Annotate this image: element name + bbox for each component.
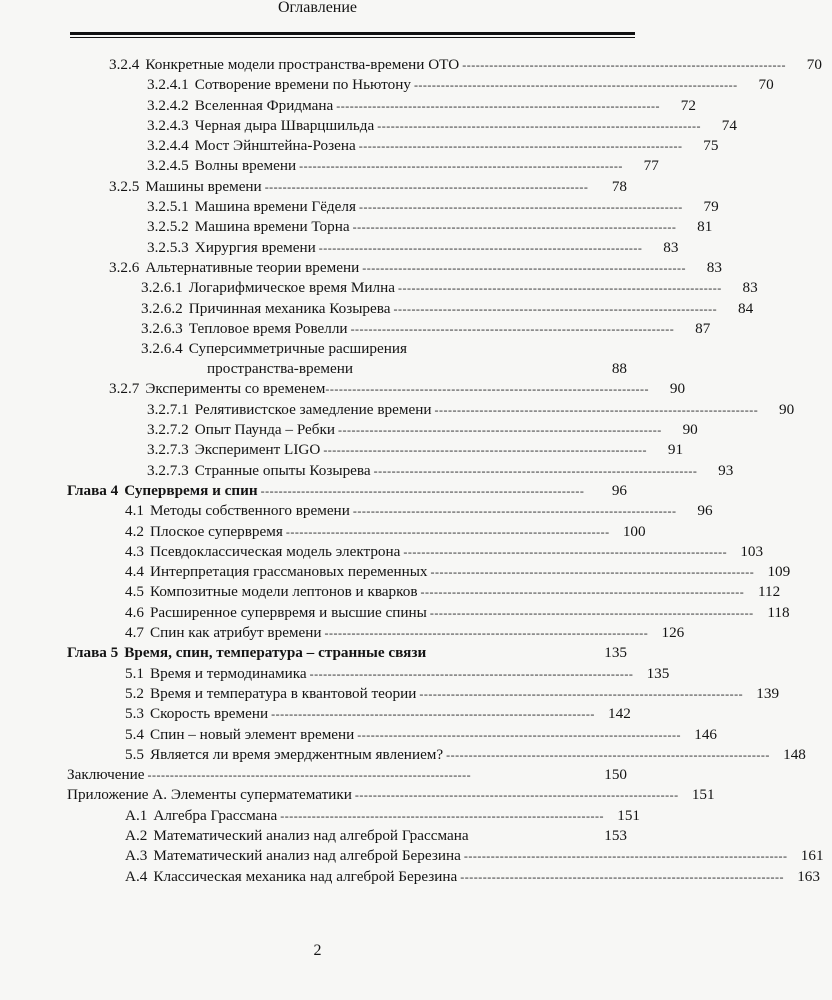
toc-entry <box>0 177 635 197</box>
toc-entry-title: Эксперименты со временем <box>145 380 326 398</box>
toc-entry-number: Глава 4 <box>67 481 119 499</box>
toc-entry-number: 4.5 <box>125 583 144 601</box>
toc-entry <box>0 197 719 217</box>
toc-entry-number: 4.4 <box>125 563 144 581</box>
toc-leader: ------------------------------------------------------------------------ <box>377 118 701 133</box>
toc-entry-page: 126 <box>661 624 685 642</box>
toc-entry-page: 135 <box>604 644 627 662</box>
toc-leader: ------------------------------------------------------------------------ <box>352 504 677 519</box>
toc-entry-number: 3.2.7 <box>109 380 140 398</box>
toc-entry-page: 93 <box>718 461 734 479</box>
toc-entry <box>0 846 824 866</box>
toc-entry-title: Скорость времени <box>149 705 269 723</box>
toc-entry-title: Плоское супервремя <box>149 522 283 540</box>
toc-chapter-entry <box>0 481 635 501</box>
toc-entry <box>0 501 713 521</box>
toc-entry-number: 3.2.6.2 <box>141 299 183 317</box>
toc-entry-page: 139 <box>756 684 780 702</box>
toc-entry-page: 74 <box>721 116 737 134</box>
toc-entry-page: 112 <box>758 583 781 601</box>
toc-entry-number: 3.2.4.2 <box>147 96 189 114</box>
toc-leader: ------------------------------------------------------------------------ <box>358 200 683 215</box>
toc-leader: ------------------------------------------------------------------------ <box>362 260 686 275</box>
toc-entry-title: Время и температура в квантовой теории <box>149 684 417 702</box>
toc-entry-page: 161 <box>800 847 824 865</box>
toc-entry <box>0 379 686 399</box>
toc-entry-page: 151 <box>691 786 715 804</box>
toc-entry-page: 91 <box>667 441 684 459</box>
toc-leader: ------------------------------------------------------------------------ <box>373 463 698 478</box>
toc-entry <box>0 664 670 684</box>
toc-entry-number: А.4 <box>125 867 148 885</box>
toc-entry-page: 70 <box>806 56 822 73</box>
toc-entry-title: Мост Эйнштейна-Розена <box>194 137 356 155</box>
toc-entry <box>0 785 715 805</box>
toc-leader: ------------------------------------------------------------------------ <box>420 585 745 600</box>
toc-leader: ------------------------------------------------------------------------ <box>419 686 744 701</box>
toc-entry-page: 81 <box>697 218 713 236</box>
table-of-contents <box>0 55 824 887</box>
toc-entry-page: 83 <box>706 258 722 276</box>
toc-entry-page: 150 <box>604 766 627 784</box>
toc-entry-number: 4.1 <box>125 502 144 520</box>
toc-leader: ------------------------------------------------------------------------ <box>338 423 662 438</box>
toc-leader: ------------------------------------------------------------------------ <box>393 301 718 316</box>
toc-entry-page: 118 <box>767 603 790 621</box>
toc-entry-number: 5.3 <box>125 705 144 723</box>
toc-entry-title: Является ли время эмерджентным явлением? <box>149 745 444 763</box>
toc-entry-number: 5.4 <box>125 725 144 743</box>
toc-entry-number: 3.2.5 <box>109 177 140 195</box>
toc-entry <box>0 461 734 481</box>
toc-entry <box>0 400 795 420</box>
page-number: 2 <box>313 942 322 959</box>
toc-entry <box>0 217 713 237</box>
toc-entry-number: 3.2.7.3 <box>147 461 189 479</box>
toc-entry <box>0 867 820 887</box>
toc-entry-title: Спин как атрибут времени <box>149 624 322 642</box>
toc-entry-title: Спин – новый элемент времени <box>149 725 355 743</box>
running-header: Оглавление <box>277 0 358 16</box>
toc-entry-page: 79 <box>703 198 719 216</box>
toc-entry <box>0 542 764 562</box>
toc-entry-number: 3.2.4.5 <box>147 157 189 175</box>
toc-entry <box>0 623 685 643</box>
toc-entry-page: 153 <box>604 826 627 844</box>
toc-entry-title: Псевдоклассическая модель электрона <box>149 542 401 560</box>
toc-entry-page: 87 <box>695 319 711 337</box>
toc-leader: ------------------------------------------------------------------------ <box>309 666 634 681</box>
toc-entry-title: Машины времени <box>145 177 262 195</box>
toc-entry-page: 70 <box>758 76 774 94</box>
toc-leader: ------------------------------------------------------------------------ <box>397 281 722 296</box>
toc-entry-title: Расширенное супервремя и высшие спины <box>149 603 427 621</box>
header-rule-thin <box>70 37 635 38</box>
toc-entry <box>0 116 737 136</box>
toc-leader: ------------------------------------------------------------------------ <box>463 849 788 864</box>
toc-entry <box>0 440 684 460</box>
toc-entry-page: 83 <box>663 238 679 256</box>
toc-leader: ------------------------------------------------------------------------ <box>325 382 650 397</box>
toc-entry-title: Хирургия времени <box>194 238 316 256</box>
toc-entry-number: А.1 <box>125 806 148 824</box>
toc-entry-number: 3.2.7.2 <box>147 421 189 439</box>
toc-entry-title: Черная дыра Шварцшильда <box>194 116 375 134</box>
toc-entry-number: 4.6 <box>125 603 144 621</box>
toc-leader: ------------------------------------------------------------------------ <box>336 98 660 113</box>
toc-entry-number: 3.2.4.3 <box>147 116 189 134</box>
toc-entry <box>0 745 806 765</box>
toc-entry-page: 90 <box>669 380 686 398</box>
toc-entry-page: 142 <box>608 705 631 723</box>
header-rule-thick <box>70 32 635 35</box>
toc-entry-title: Сотворение времени по Ньютону <box>194 76 411 94</box>
toc-entry-page: 72 <box>680 96 696 114</box>
toc-entry-number: 3.2.5.3 <box>147 238 189 256</box>
toc-leader: ------------------------------------------------------------------------ <box>280 808 605 823</box>
toc-entry <box>0 562 791 582</box>
toc-entry-page: 90 <box>779 400 795 418</box>
toc-entry-title: Альтернативные теории времени <box>145 258 360 276</box>
toc-entry-page: 100 <box>622 522 646 540</box>
toc-entry-page: 90 <box>682 421 698 439</box>
toc-leader: ------------------------------------------------------------------------ <box>271 707 595 722</box>
toc-entry-number: 5.2 <box>125 684 144 702</box>
toc-leader: ------------------------------------------------------------------------ <box>460 869 784 884</box>
toc-entry-number: 3.2.7.1 <box>147 400 189 418</box>
toc-entry-page: 77 <box>643 157 659 175</box>
toc-entry <box>0 55 822 75</box>
toc-entry <box>0 96 696 116</box>
toc-entry-number: 5.5 <box>125 745 144 763</box>
toc-entry <box>0 603 790 623</box>
toc-entry-title: Эксперимент LIGO <box>194 441 321 459</box>
toc-entry-title: Заключение <box>67 766 145 784</box>
toc-entry-title: Математический анализ над алгеброй Березина <box>153 847 461 865</box>
toc-entry <box>0 319 711 339</box>
toc-entry-number: 3.2.4 <box>109 56 140 73</box>
toc-entry-number: 4.3 <box>125 542 144 560</box>
toc-entry-number: 3.2.6.4 <box>141 340 183 358</box>
toc-leader: ------------------------------------------------------------------------ <box>462 58 786 72</box>
toc-entry-number: 3.2.6.3 <box>141 319 183 337</box>
toc-entry-number: А.2 <box>125 826 148 844</box>
toc-entry-page: 96 <box>611 481 627 499</box>
toc-entry-title: Приложение А. Элементы суперматематики <box>67 786 352 804</box>
toc-leader: ------------------------------------------------------------------------ <box>430 565 755 580</box>
toc-leader: ------------------------------------------------------------------------ <box>357 727 682 742</box>
toc-entry-page: 75 <box>703 137 719 155</box>
toc-entry-title: Конкретные модели пространства-времени ОТО <box>145 56 460 73</box>
toc-entry <box>0 420 698 440</box>
toc-entry-title: Вселенная Фридмана <box>194 96 334 114</box>
toc-entry <box>0 339 635 359</box>
toc-entry-number: 3.2.5.1 <box>147 198 189 216</box>
toc-entry-title: Машина времени Торна <box>194 218 350 236</box>
toc-entry-title: Релятивистское замедление времени <box>194 400 432 418</box>
toc-leader: ------------------------------------------------------------------------ <box>434 402 759 417</box>
toc-entry-page: 103 <box>740 542 764 560</box>
toc-leader: ------------------------------------------------------------------------ <box>318 240 643 255</box>
toc-entry-page: 163 <box>797 867 820 885</box>
toc-entry-number: Глава 5 <box>67 644 119 662</box>
toc-entry-title: Композитные модели лептонов и кварков <box>149 583 418 601</box>
toc-entry-title: Суперсимметричные расширения <box>188 340 407 358</box>
toc-leader: ------------------------------------------------------------------------ <box>446 747 770 762</box>
toc-entry <box>0 156 659 176</box>
toc-leader: ------------------------------------------------------------------------ <box>299 159 623 174</box>
toc-entry-title: Время и термодинамика <box>149 664 307 682</box>
toc-entry-title: Машина времени Гёделя <box>194 198 356 216</box>
toc-entry-title: Супервремя и спин <box>124 481 258 499</box>
toc-entry <box>0 238 679 258</box>
toc-entry-number: 3.2.7.3 <box>147 441 189 459</box>
toc-entry <box>0 725 718 745</box>
toc-entry-page: 83 <box>742 279 758 297</box>
toc-entry <box>0 258 722 278</box>
toc-entry-page: 148 <box>783 745 806 763</box>
toc-leader: ------------------------------------------------------------------------ <box>403 544 728 559</box>
toc-entry <box>0 684 780 704</box>
toc-entry-title: пространства-времени <box>207 360 353 378</box>
toc-entry <box>0 75 774 95</box>
toc-leader: ------------------------------------------------------------------------ <box>324 626 649 641</box>
toc-entry-number: 3.2.4.1 <box>147 76 189 94</box>
toc-entry-title: Опыт Паунда – Ребки <box>194 421 336 439</box>
toc-entry <box>0 299 754 319</box>
toc-entry-page: 96 <box>697 502 713 520</box>
toc-leader: ------------------------------------------------------------------------ <box>350 321 675 336</box>
toc-leader: ------------------------------------------------------------------------ <box>264 179 589 194</box>
toc-entry-title: Причинная механика Козырева <box>188 299 391 317</box>
toc-entry-page: 146 <box>694 725 718 743</box>
toc-entry-title: Математический анализ над алгеброй Грассмана <box>153 826 469 844</box>
toc-entry-number: 4.7 <box>125 624 144 642</box>
toc-entry <box>0 278 758 298</box>
toc-entry-title: Логарифмическое время Милна <box>188 279 395 297</box>
toc-entry-title: Алгебра Грассмана <box>153 806 278 824</box>
toc-entry-title: Тепловое время Ровелли <box>188 319 348 337</box>
toc-entry-number: 4.2 <box>125 522 144 540</box>
toc-entry <box>0 582 781 602</box>
toc-leader: ------------------------------------------------------------------------ <box>260 483 585 498</box>
toc-entry-number: 3.2.6.1 <box>141 279 183 297</box>
toc-entry-page: 78 <box>611 177 627 195</box>
toc-entry-title: Классическая механика над алгеброй Березина <box>153 867 458 885</box>
toc-leader: ------------------------------------------------------------------------ <box>354 788 679 803</box>
toc-entry <box>0 765 635 785</box>
toc-entry-title: Интерпретация грассмановых переменных <box>149 563 428 581</box>
toc-leader: ------------------------------------------------------------------------ <box>352 220 677 235</box>
toc-entry-page: 151 <box>617 806 641 824</box>
toc-entry-page: 84 <box>737 299 754 317</box>
toc-entry <box>0 136 719 156</box>
toc-chapter-entry <box>0 643 635 663</box>
toc-entry-page: 88 <box>611 360 627 378</box>
toc-entry <box>0 522 646 542</box>
toc-leader: ------------------------------------------------------------------------ <box>285 524 610 539</box>
toc-entry-title: Методы собственного времени <box>149 502 350 520</box>
toc-entry-page: 135 <box>646 664 670 682</box>
toc-entry-number: А.3 <box>125 847 148 865</box>
toc-entry <box>0 704 635 724</box>
toc-entry <box>0 826 635 846</box>
toc-leader: ------------------------------------------------------------------------ <box>358 139 683 154</box>
toc-leader: ------------------------------------------------------------------------ <box>147 768 472 783</box>
toc-leader: ------------------------------------------------------------------------ <box>323 443 648 458</box>
toc-entry-page: 109 <box>767 563 791 581</box>
toc-entry-title: Странные опыты Козырева <box>194 461 371 479</box>
toc-entry-title: Время, спин, температура – странные связи <box>124 644 427 662</box>
toc-entry-number: 3.2.5.2 <box>147 218 189 236</box>
toc-leader: ------------------------------------------------------------------------ <box>429 605 754 620</box>
toc-entry-continuation <box>0 359 635 379</box>
toc-entry-number: 3.2.6 <box>109 258 140 276</box>
toc-leader: ------------------------------------------------------------------------ <box>413 78 738 93</box>
toc-entry-number: 3.2.4.4 <box>147 137 189 155</box>
toc-entry-number: 5.1 <box>125 664 144 682</box>
toc-entry-title: Волны времени <box>194 157 297 175</box>
toc-entry <box>0 806 641 826</box>
